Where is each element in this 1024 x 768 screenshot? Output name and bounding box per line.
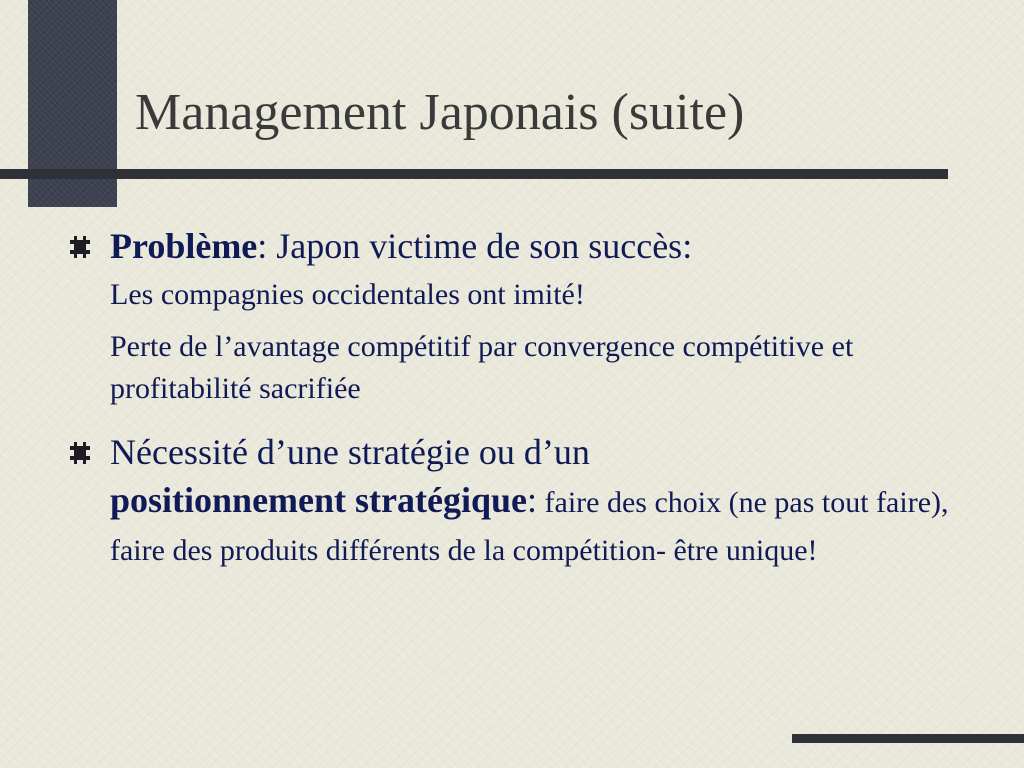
- footer-divider: [792, 734, 1024, 743]
- sub-point: Les compagnies occidentales ont imité!: [110, 278, 585, 311]
- bullet-colon: :: [527, 480, 538, 520]
- bullet-bold-term: Problème: [110, 226, 258, 266]
- hash-square-bullet-icon: [70, 235, 90, 259]
- bullet-lead-text: [110, 428, 970, 572]
- bullet-lead-text: [110, 222, 970, 270]
- sub-point: Perte de l’avantage compétitif par convergence compétitive et profitabilité sacrifiée: [110, 330, 854, 405]
- hash-square-bullet-icon: [70, 441, 90, 465]
- bullet-item-probleme: [70, 222, 970, 410]
- slide-title: Management Japonais (suite): [135, 84, 745, 141]
- bullet-lead-intro: Nécessité d’une stratégie ou d’un: [110, 432, 590, 472]
- slide-content: [70, 222, 970, 572]
- bullet-tail-text: faire des choix (ne pas tout faire), faire des produits différents de la compétition- être unique!: [110, 486, 949, 567]
- bullet-bold-term: positionnement stratégique: [110, 480, 527, 520]
- title-divider: [0, 169, 948, 179]
- bullet-lead-rest: : Japon victime de son succès:: [257, 226, 693, 266]
- bullet-item-strategie: [70, 428, 970, 572]
